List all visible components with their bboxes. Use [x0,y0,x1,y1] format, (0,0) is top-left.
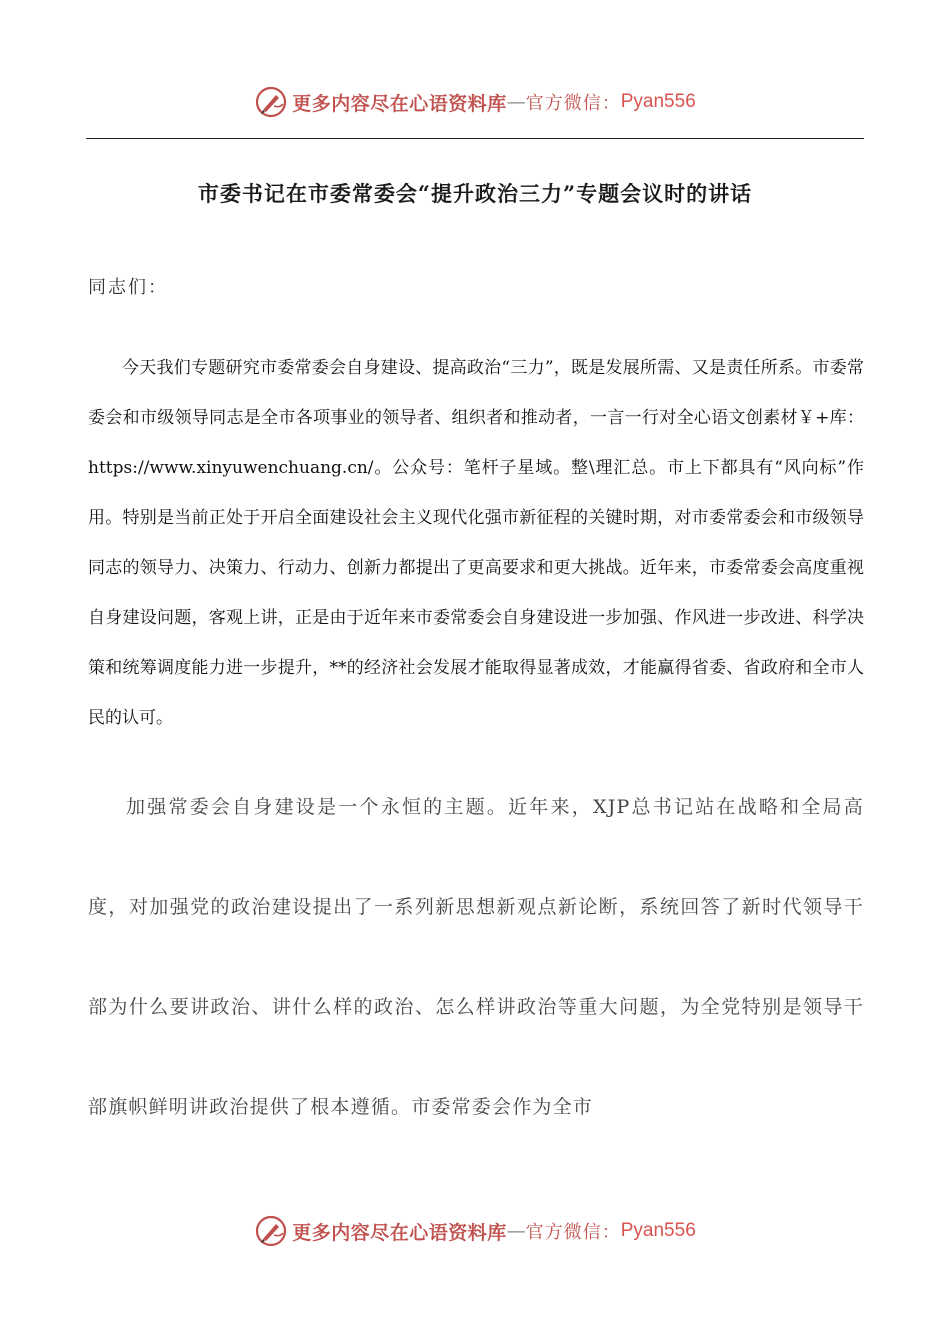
banner-dash: — [506,91,526,113]
header-banner [0,82,950,122]
pen-logo-icon [254,1214,288,1248]
paragraph-1: 今天我们专题研究市委常委会自身建设、提高政治“三力”，既是发展所需、又是责任所系。市委常委会和市级领导同志是全市各项事业的领导者、组织者和推动者，一言一行对全心语文创素材￥+库：https://www.xinyuwenchuang.cn/。公众号：笔杆子星域。整\理汇总。市上下都具有“风向标”作用。特别是当前正处于开启全面建设社会主义现代化强市新征程的关键时期，对市委常委会和市级领导同志的领导力、决策力、行动力、创新力都提出了更高要求和更大挑战。近年来，市委常委会高度重视自身建设问题，客观上讲，正是由于近年来市委常委会自身建设进一步加强、作风进一步改进、科学决策和统筹调度能力进一步提升，**的经济社会发展才能取得显著成效，才能赢得省委、省政府和全市人民的认可。 [88,358,864,728]
paragraph-2: 加强常委会自身建设是一个永恒的主题。近年来，XJP总书记站在战略和全局高度，对加强党的政治建设提出了一系列新思想新观点新论断，系统回答了新时代领导干部为什么要讲政治、讲什么样的政治、怎么样讲政治等重大问题，为全党特别是领导干部旗帜鲜明讲政治提供了根本遵循。市委常委会作为全市 [88,796,864,1118]
salutation: 同志们： [88,277,168,298]
document-title: 市委书记在市委常委会“提升政治三力”专题会议时的讲话 [197,181,753,206]
footer-banner [0,1211,950,1251]
footer-wechat-id: Pyan556 [620,1220,696,1241]
footer-dash: — [506,1220,526,1242]
banner-wechat-label: 官方微信： [525,93,621,114]
banner-main-text: 更多内容尽在心语资料库 [292,92,507,115]
footer-main-text: 更多内容尽在心语资料库 [292,1221,507,1244]
pen-logo-icon [254,85,288,119]
header-divider [86,138,864,139]
footer-wechat-label: 官方微信： [525,1222,621,1243]
banner-wechat-id: Pyan556 [620,91,696,112]
